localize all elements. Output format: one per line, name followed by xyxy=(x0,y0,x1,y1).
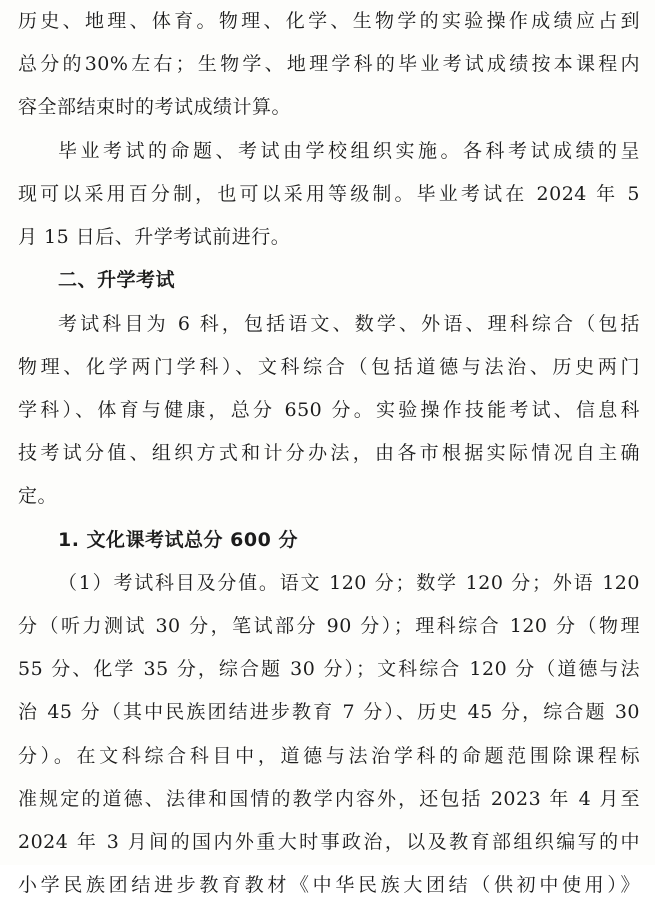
text-line: 考试科目为 6 科，包括语文、数学、外语、理科综合（包括 xyxy=(58,312,640,335)
text-line: 历史、地理、体育。物理、化学、生物学的实验操作成绩应占到 xyxy=(18,10,640,32)
text-line: 治 45 分（其中民族团结进步教育 7 分）、历史 45 分，综合题 30 xyxy=(18,701,640,724)
text-line: 准规定的道德、法律和国情的教学内容外，还包括 2023 年 4 月至 xyxy=(18,787,640,810)
text-line: 现可以采用百分制，也可以采用等级制。毕业考试在 2024 年 5 xyxy=(18,182,640,205)
text-line: 总分的30%左右；生物学、地理学科的毕业考试成绩按本课程内 xyxy=(18,53,640,76)
text-line: 月 15 日后、升学考试前进行。 xyxy=(18,226,291,249)
text-line: 容全部结束时的考试成绩计算。 xyxy=(18,96,292,119)
text-line: 55 分、化学 35 分，综合题 30 分）；文科综合 120 分（道德与法 xyxy=(18,658,640,681)
section-heading: 二、升学考试 xyxy=(58,269,176,292)
text-line: 2024 年 3 月间的国内外重大时事政治，以及教育部组织编写的中 xyxy=(18,831,640,854)
text-line: 毕业考试的命题、考试由学校组织实施。各科考试成绩的呈 xyxy=(58,139,640,162)
text-line: 技考试分值、组织方式和计分办法，由各市根据实际情况自主确 xyxy=(18,442,640,465)
subsection-heading: 1. 文化课考试总分 600 分 xyxy=(58,528,298,551)
text-line: 小学民族团结进步教育教材《中华民族大团结（供初中使用）》 xyxy=(18,874,640,897)
text-line: （1）考试科目及分值。语文 120 分；数学 120 分；外语 120 xyxy=(58,571,640,594)
text-line: 定。 xyxy=(18,485,58,508)
text-line: 物理、化学两门学科）、文科综合（包括道德与法治、历史两门 xyxy=(18,355,640,378)
text-line: 学科）、体育与健康，总分 650 分。实验操作技能考试、信息科 xyxy=(18,398,640,421)
text-line: 分（听力测试 30 分，笔试部分 90 分）；理科综合 120 分（物理 xyxy=(18,615,640,638)
text-line: 分）。在文科综合科目中，道德与法治学科的命题范围除课程标 xyxy=(18,744,640,767)
